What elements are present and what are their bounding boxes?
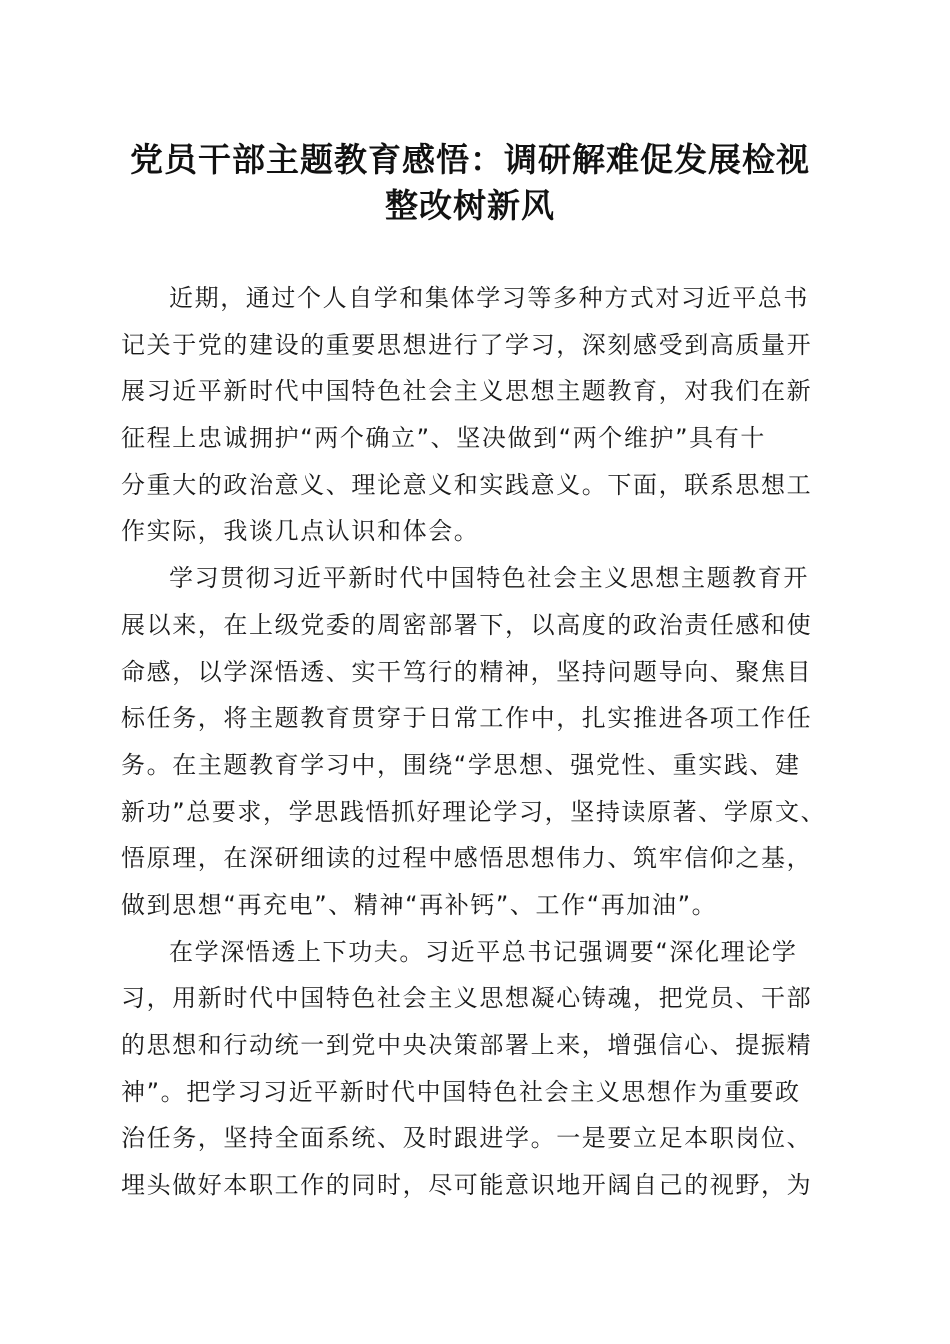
paragraph-line: 征程上忠诚拥护“两个确立”、坚决做到“两个维护”具有十	[121, 424, 766, 453]
paragraph-line: 神”。把学习习近平新时代中国特色社会主义思想作为重要政	[121, 1077, 801, 1106]
paragraph-line: 标任务，将主题教育贯穿于日常工作中，扎实推进各项工作任	[121, 704, 813, 733]
paragraph-line: 治任务，坚持全面系统、及时跟进学。一是要立足本职岗位、	[121, 1124, 813, 1153]
paragraph-line: 新功”总要求，学思践悟抓好理论学习，坚持读原著、学原文、	[121, 797, 827, 826]
paragraph-line: 命感，以学深悟透、实干笃行的精神，坚持问题导向、聚焦目	[121, 657, 813, 686]
paragraph-line: 作实际，我谈几点认识和体会。	[121, 517, 480, 546]
paragraph-line: 做到思想“再充电”、精神“再补钙”、工作“再加油”。	[121, 890, 718, 919]
paragraph-line: 近期，通过个人自学和集体学习等多种方式对习近平总书	[169, 284, 809, 312]
paragraph-line: 悟原理，在深研细读的过程中感悟思想伟力、筑牢信仰之基，	[121, 844, 813, 873]
paragraph-line: 的思想和行动统一到党中央决策部署上来，增强信心、提振精	[121, 1031, 813, 1059]
paragraph-line: 在学深悟透上下功夫。习近平总书记强调要“深化理论学	[169, 937, 798, 966]
title-line: 党员干部主题教育感悟：调研解难促发展检视	[130, 140, 810, 179]
paragraph-line: 学习贯彻习近平新时代中国特色社会主义思想主题教育开	[169, 564, 809, 593]
paragraph-line: 记关于党的建设的重要思想进行了学习，深刻感受到高质量开	[121, 330, 813, 359]
paragraph-line: 展习近平新时代中国特色社会主义思想主题教育，对我们在新	[121, 377, 813, 406]
paragraph-line: 务。在主题教育学习中，围绕“学思想、强党性、重实践、建	[121, 750, 801, 779]
paragraph-line: 展以来，在上级党委的周密部署下，以高度的政治责任感和使	[121, 610, 813, 639]
paragraph	[121, 275, 841, 555]
paragraph	[121, 555, 841, 929]
document-body	[121, 275, 841, 1209]
paragraph-line: 习，用新时代中国特色社会主义思想凝心铸魂，把党员、干部	[121, 984, 813, 1013]
paragraph	[121, 929, 841, 1209]
title-line: 整改树新风	[385, 186, 555, 225]
paragraph-line: 埋头做好本职工作的同时，尽可能意识地开阔自己的视野，为	[121, 1171, 813, 1200]
paragraph-line: 分重大的政治意义、理论意义和实践意义。下面，联系思想工	[121, 470, 813, 499]
document-title	[100, 137, 840, 229]
